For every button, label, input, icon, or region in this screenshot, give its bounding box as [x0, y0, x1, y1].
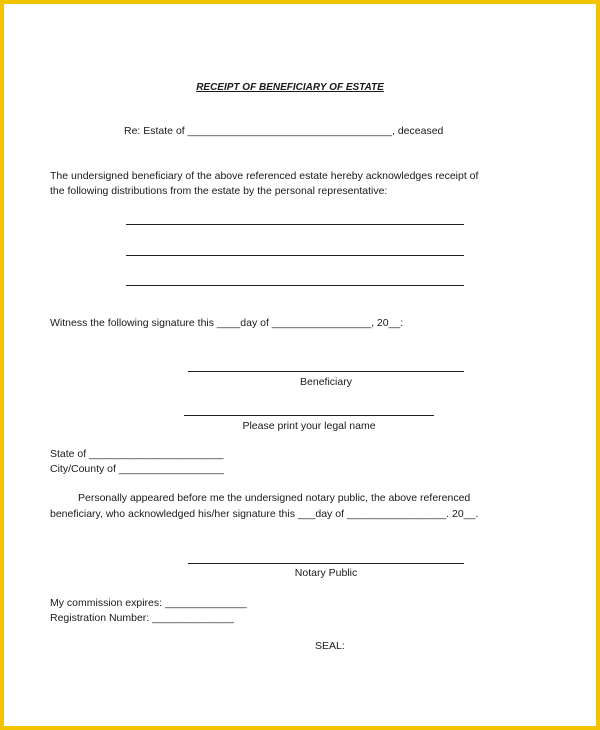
registration-line: Registration Number: ______________	[50, 612, 234, 624]
notary-label: Notary Public	[294, 567, 358, 579]
witness-line: Witness the following signature this ____day of _________________, 20__:	[50, 317, 404, 329]
seal-label: SEAL:	[315, 640, 345, 652]
print-name-label: Please print your legal name	[242, 420, 376, 432]
notary-paragraph-line-2: beneficiary, who acknowledged his/her signature this ___day of _________________. 20__.	[50, 508, 479, 520]
printed-name-line	[184, 415, 434, 416]
beneficiary-signature-line	[188, 371, 464, 372]
intro-line-2: the following distributions from the estate by the personal representative:	[50, 185, 388, 197]
distribution-line-2	[126, 255, 464, 256]
document-title: RECEIPT OF BENEFICIARY OF ESTATE	[196, 82, 384, 93]
notary-signature-line	[188, 563, 464, 564]
notary-paragraph-line-1: Personally appeared before me the undersigned notary public, the above referenced	[78, 492, 471, 504]
distribution-line-3	[126, 285, 464, 286]
distribution-line-1	[126, 224, 464, 225]
intro-line-1: The undersigned beneficiary of the above referenced estate hereby acknowledges receipt of	[50, 170, 479, 182]
county-line: City/County of __________________	[50, 463, 224, 475]
commission-line: My commission expires: ______________	[50, 597, 247, 609]
estate-line: Re: Estate of ___________________________________, deceased	[124, 125, 444, 137]
beneficiary-label: Beneficiary	[300, 376, 352, 388]
document-page	[4, 4, 596, 726]
state-line: State of _______________________	[50, 448, 224, 460]
